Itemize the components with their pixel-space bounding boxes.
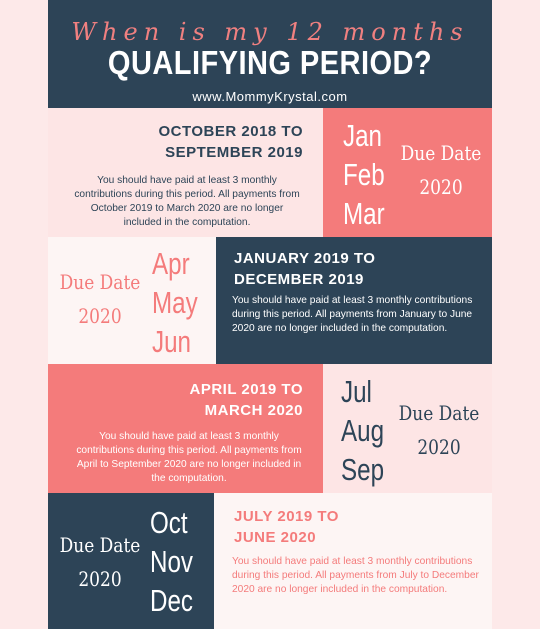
period-range-start: JANUARY 2019 TO (234, 250, 376, 267)
month-label: Oct (150, 505, 188, 540)
period-range-start: JULY 2019 TO (234, 508, 339, 525)
script-title: When is my 12 months (71, 18, 469, 46)
period-range-1 (159, 121, 304, 163)
due-date-label: Due Date (400, 141, 482, 165)
due-panel-1 (323, 108, 492, 237)
due-date-4 (59, 528, 141, 596)
due-panel-2 (48, 237, 216, 364)
due-date-1 (400, 136, 482, 204)
period-description-3: You should have paid at least 3 monthly contributions during this period. All payments from April to September 2020 are no longer included in the computation. (76, 431, 302, 484)
month-label: Feb (343, 157, 385, 192)
month-label: Jan (343, 118, 382, 153)
due-date-year: 2020 (78, 304, 122, 328)
period-range-end: MARCH 2020 (204, 402, 303, 419)
main-title: QUALIFYING PERIOD? (107, 44, 433, 81)
period-text-panel-2 (216, 237, 492, 364)
period-range-2 (234, 248, 375, 290)
header-banner (48, 0, 492, 108)
period-range-end: JUNE 2020 (234, 529, 317, 546)
due-date-label: Due Date (59, 533, 141, 557)
period-text-panel-4 (214, 493, 492, 629)
period-description-1: You should have paid at least 3 monthly contributions during this period. All payments from October 2019 to March 2020 are no longer included in the computation. (74, 175, 300, 228)
due-date-label: Due Date (59, 270, 141, 294)
period-range-start: APRIL 2019 TO (189, 381, 303, 398)
due-date-year: 2020 (78, 567, 122, 591)
month-label: May (152, 285, 198, 320)
month-label: Apr (152, 246, 190, 281)
months-list-2 (152, 244, 198, 361)
period-range-end: SEPTEMBER 2019 (165, 144, 303, 161)
month-label: Aug (341, 413, 385, 448)
due-panel-4 (48, 493, 214, 629)
period-description-4: You should have paid at least 3 monthly contributions during this period. All payments from July to December 2020 are no longer included in the computation. (232, 556, 479, 595)
due-date-3 (398, 396, 480, 464)
period-text-panel-1 (48, 108, 323, 237)
due-date-year: 2020 (417, 435, 461, 459)
due-date-2 (59, 265, 141, 333)
period-range-4 (234, 506, 339, 548)
period-range-start: OCTOBER 2018 TO (158, 123, 303, 140)
period-text-panel-3 (48, 364, 323, 493)
months-list-3 (341, 372, 384, 489)
period-description-2: You should have paid at least 3 monthly contributions during this period. All payments from January to June 2020 are no longer included in the computation. (232, 295, 473, 334)
month-label: Dec (150, 583, 194, 618)
months-list-1 (343, 116, 385, 233)
period-range-3 (190, 379, 304, 421)
infographic-card (48, 0, 492, 629)
months-list-4 (150, 503, 193, 620)
month-label: Mar (343, 196, 385, 231)
month-label: Jul (341, 374, 372, 409)
website-url: www.MommyKrystal.com (192, 89, 348, 104)
month-label: Jun (152, 324, 191, 359)
month-label: Sep (341, 452, 385, 487)
period-range-end: DECEMBER 2019 (234, 271, 364, 288)
due-date-year: 2020 (419, 175, 463, 199)
month-label: Nov (150, 544, 194, 579)
due-panel-3 (323, 364, 492, 493)
due-date-label: Due Date (398, 401, 480, 425)
